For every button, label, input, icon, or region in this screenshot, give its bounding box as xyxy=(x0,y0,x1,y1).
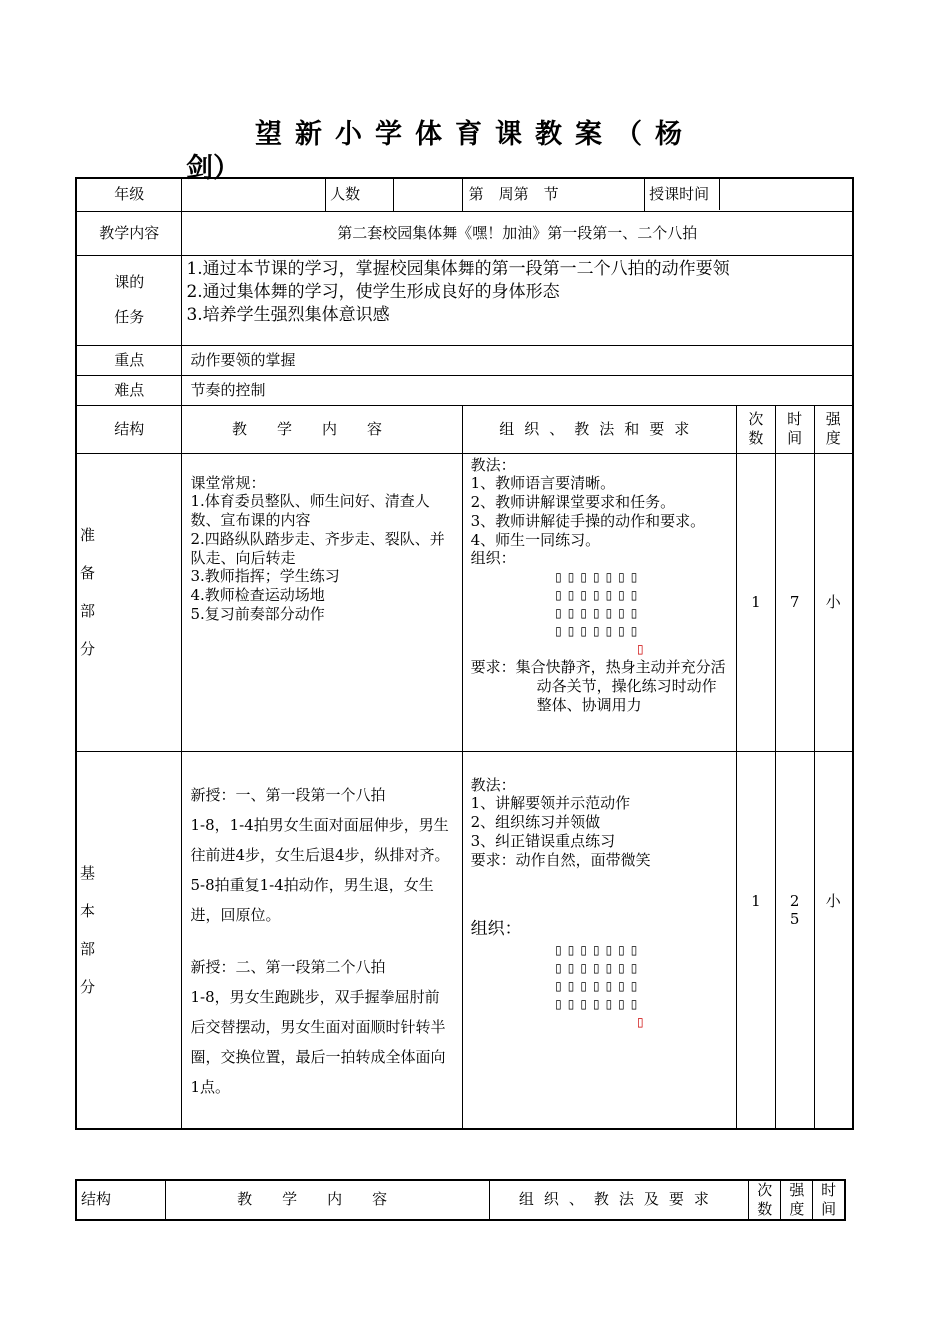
duration-header: 时间 xyxy=(813,1180,845,1220)
column-header-row xyxy=(76,405,853,453)
basic-content: 新授：一、第一段第一个八拍 1-8，1-4拍男女生面对面屈伸步，男生往前进4步，女生后退4步，纵排对齐。5-8拍重复1-4拍动作，男生退，女生进，回原位。 新授：二、第一段第二个八拍 1-8，男女生跑跳步，双手握拳屈肘前后交替摆动，男女生面对面顺时针转半圈，交换位置，最后一拍转成全体面向1点。 xyxy=(182,751,462,1129)
times-header: 次数 xyxy=(749,1180,781,1220)
task-item: 3.培养学生强烈集体意识感 xyxy=(186,304,390,325)
lesson-plan-table xyxy=(75,177,854,1130)
difficulty-row xyxy=(76,375,853,405)
difficulty-value: 节奏的控制 xyxy=(182,375,853,405)
difficulty-label: 难点 xyxy=(76,375,182,405)
duration-header: 时间 xyxy=(775,405,814,453)
basic-section-label: 基 本 部 分 xyxy=(76,751,182,1129)
task-list xyxy=(182,255,853,345)
intensity-header: 强度 xyxy=(814,405,853,453)
key-point-value: 动作要领的掌握 xyxy=(182,345,853,375)
structure-header: 结构 xyxy=(76,405,182,453)
prep-section-row xyxy=(76,453,853,751)
method-header: 组织、教法及要求 xyxy=(489,1180,749,1220)
column-header-row xyxy=(76,1180,845,1220)
prep-duration: 7 xyxy=(775,453,814,751)
task-item: 2.通过集体舞的学习，使学生形成良好的身体形态 xyxy=(186,281,560,302)
teacher-mark: ▯ xyxy=(636,1014,650,1029)
basic-intensity: 小 xyxy=(814,751,853,1129)
structure-header: 结构 xyxy=(76,1180,165,1220)
grade-value xyxy=(182,178,326,211)
content-value: 第二套校园集体舞《嘿！加油》第一段第一、二个八拍 xyxy=(182,211,853,255)
content-header: 教学内容 xyxy=(182,405,462,453)
basic-method: 教法： 1、讲解要领并示范动作 2、组织练习并领做 3、纠正错误重点练习 要求：动作自然，面带微笑 组织： ▯▯▯▯▯▯▯ ▯▯▯▯▯▯▯ ▯▯▯▯▯▯▯ ▯▯▯▯▯▯▯ ▯ xyxy=(462,751,736,1129)
week-label: 第 周第 节 xyxy=(462,178,644,211)
key-point-row xyxy=(76,345,853,375)
count-value xyxy=(394,178,462,211)
prep-content: 课堂常规： 1.体育委员整队、师生问好、清查人数、宣布课的内容 2.四路纵队踏步走、齐步走、裂队、并队走、向后转走 3.教师指挥；学生练习 4.教师检查运动场地 5.复习前奏部分动作 xyxy=(182,453,462,751)
key-point-label: 重点 xyxy=(76,345,182,375)
formation-diagram: ▯▯▯▯▯▯▯ ▯▯▯▯▯▯▯ ▯▯▯▯▯▯▯ ▯▯▯▯▯▯▯ ▯ xyxy=(471,941,728,1031)
grade-label: 年级 xyxy=(76,178,182,211)
prep-method: 教法： 1、教师语言要清晰。 2、教师讲解课堂要求和任务。 3、教师讲解徒手操的动作和要求。 4、师生一同练习。 组织： ▯▯▯▯▯▯▯ ▯▯▯▯▯▯▯ ▯▯▯▯▯▯▯ ▯▯▯▯▯▯▯ ▯ 要求：集合快静齐，热身主动并充分活动各关节，操化练习时动作整体、协调用力 xyxy=(462,453,736,751)
count-label: 人数 xyxy=(326,178,394,211)
page-title-continued: 剑） xyxy=(186,153,240,184)
content-label: 教学内容 xyxy=(76,211,182,255)
basic-duration: 25 xyxy=(775,751,814,1129)
task-label-line2: 任务 xyxy=(114,308,145,326)
lesson-plan-table-continued xyxy=(75,1179,846,1221)
intensity-header: 强度 xyxy=(781,1180,813,1220)
task-item: 1.通过本节课的学习，掌握校园集体舞的第一段第一二个八拍的动作要领 xyxy=(186,258,730,279)
basic-section-row xyxy=(76,751,853,1129)
time-value xyxy=(720,179,852,210)
page-title: 望新小学体育课教案（杨 xyxy=(255,119,695,150)
formation-diagram: ▯▯▯▯▯▯▯ ▯▯▯▯▯▯▯ ▯▯▯▯▯▯▯ ▯▯▯▯▯▯▯ ▯ xyxy=(471,568,728,658)
prep-section-label: 准 备 部 分 xyxy=(76,453,182,751)
task-label xyxy=(76,255,182,345)
times-header: 次数 xyxy=(736,405,775,453)
header-row xyxy=(76,178,853,211)
prep-times: 1 xyxy=(736,453,775,751)
content-header: 教学内容 xyxy=(165,1180,489,1220)
teacher-mark: ▯ xyxy=(636,642,650,656)
task-label-line1: 课的 xyxy=(114,273,145,292)
prep-intensity: 小 xyxy=(814,453,853,751)
time-label: 授课时间 xyxy=(645,179,720,210)
task-row xyxy=(76,255,853,345)
content-row xyxy=(76,211,853,255)
method-header: 组织、教法和要求 xyxy=(462,405,736,453)
basic-times: 1 xyxy=(736,751,775,1129)
